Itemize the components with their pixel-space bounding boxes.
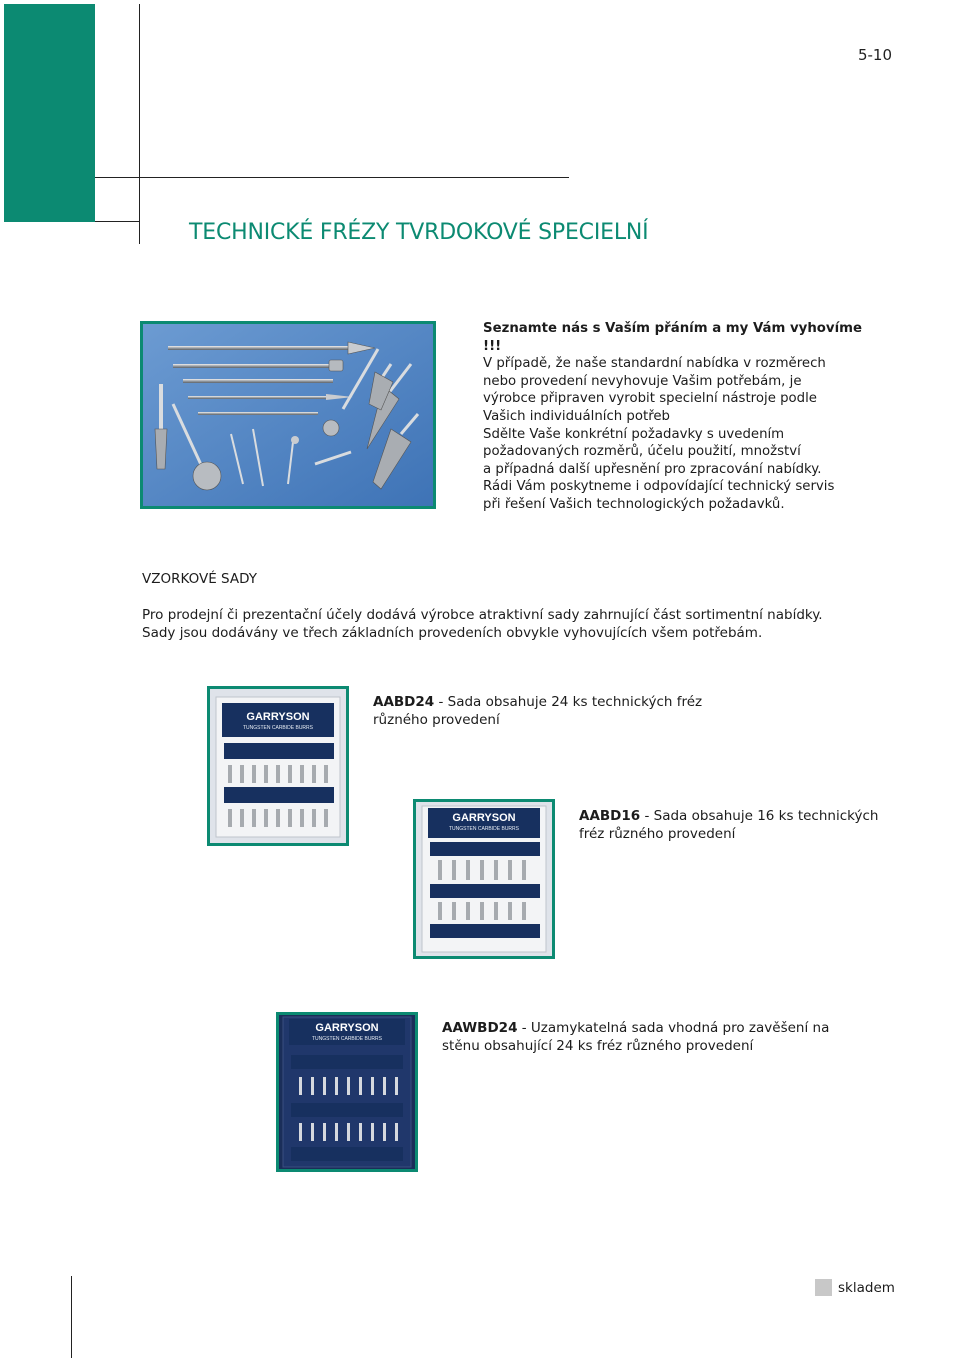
section-line: Pro prodejní či prezentační účely dodává výrobce atraktivní sady zahrnující část sortimentní nabídky. [142,607,823,623]
brand-sublabel: TUNGSTEN CARBIDE BURRS [311,1036,382,1042]
intro-line: při řešení Vašich technologických požadavků. [483,496,785,512]
intro-line: V případě, že naše standardní nabídka v rozměrech [483,356,826,372]
carbide-burrs-photo [140,321,436,509]
intro-line: výrobce připraven vyrobit specielní nástroje podle [483,391,817,407]
intro-line: Sdělte Vaše konkrétní požadavky s uvedením [483,426,785,442]
legend-label: skladem [838,1279,895,1296]
brand-label: GARRYSON [452,812,516,824]
brand-label: GARRYSON [315,1022,379,1034]
vertical-rule-bottom [71,1276,72,1358]
aawbd24-photo [276,1012,418,1172]
intro-paragraph [483,320,863,514]
section-body [142,606,882,642]
carbide-burrs-illustration [143,324,433,506]
product-code: AABD16 [579,808,641,824]
stock-legend [815,1279,895,1296]
product-desc-cont: různého provedení [373,712,500,728]
horizontal-rule-short [95,221,139,222]
intro-line: Rádi Vám poskytneme i odpovídající technický servis [483,479,835,495]
horizontal-rule [95,177,569,178]
intro-line: nebo provedení nevyhovuje Vašim potřebám, je [483,373,802,389]
product-code: AAWBD24 [442,1020,518,1036]
intro-line: a případná další upřesnění pro zpracování nabídky. [483,461,822,477]
page-title: TECHNICKÉ FRÉZY TVRDOKOVÉ SPECIELNÍ [189,220,649,245]
intro-line: Vašich individuálních potřeb [483,408,671,424]
green-corner-block [4,4,95,222]
intro-heading: Seznamte nás s Vaším přáním a my Vám vyhovíme !!! [483,321,863,354]
aabd16-photo [413,799,555,959]
brand-sublabel: TUNGSTEN CARBIDE BURRS [448,826,519,832]
brand-label: GARRYSON [246,711,310,723]
aabd24-photo [207,686,349,846]
intro-line: požadovaných rozměrů, účelu použití, množství [483,444,801,460]
vertical-rule [139,4,140,244]
section-line: Sady jsou dodávány ve třech základních provedeních obvykle vyhovujících všem potřebám. [142,625,763,641]
aawbd24-text [442,1019,842,1055]
product-desc-cont: fréz různého provedení [579,826,736,842]
product-desc-cont: stěnu obsahující 24 ks fréz různého provedení [442,1038,754,1054]
brand-sublabel: TUNGSTEN CARBIDE BURRS [242,725,313,731]
page-number: 5-10 [857,46,892,64]
section-heading: VZORKOVÉ SADY [142,571,258,587]
aabd16-text [579,807,919,843]
product-desc: - Sada obsahuje 24 ks technických fréz [434,694,703,710]
legend-swatch [815,1279,832,1296]
product-code: AABD24 [373,694,435,710]
aabd24-text [373,693,713,729]
product-desc: - Sada obsahuje 16 ks technických [640,808,879,824]
product-desc: - Uzamykatelná sada vhodná pro zavěšení na [517,1020,830,1036]
